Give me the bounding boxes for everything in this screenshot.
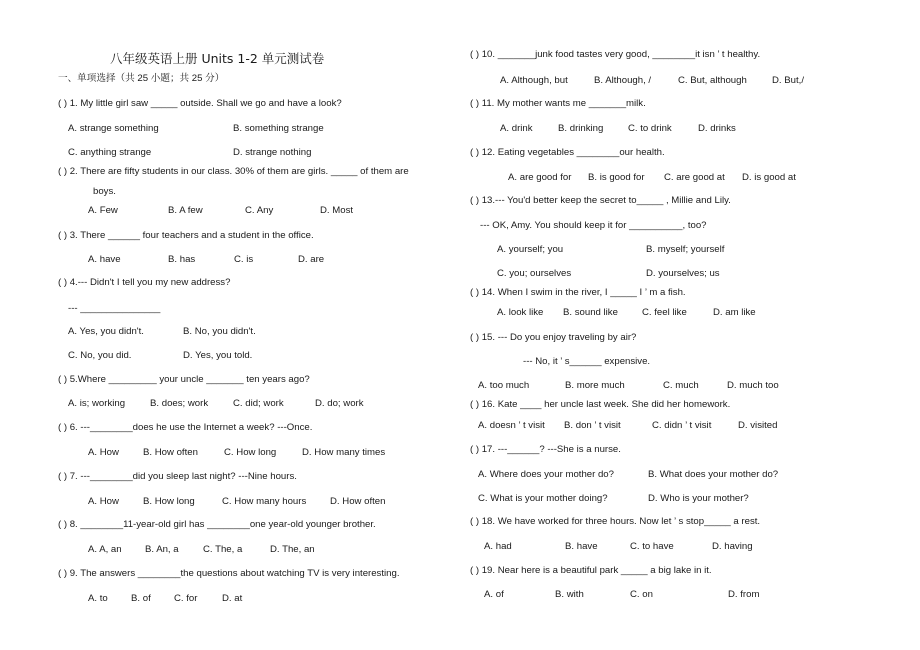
question-10-stem: ( ) 10. _______junk food tastes very good, ________it isn ’ t healthy. bbox=[470, 49, 761, 60]
q4-option-c[interactable]: C. No, you did. bbox=[68, 350, 132, 361]
q4-option-d[interactable]: D. Yes, you told. bbox=[183, 350, 253, 361]
q3-option-a[interactable]: A. have bbox=[88, 254, 121, 265]
section-heading: 一、单项选择（共 25 小题；共 25 分） bbox=[58, 73, 225, 84]
q8-option-a[interactable]: A. A, an bbox=[88, 544, 122, 555]
q18-option-b[interactable]: B. have bbox=[565, 541, 598, 552]
q11-option-a[interactable]: A. drink bbox=[500, 123, 533, 134]
question-13-stem-cont: --- OK, Amy. You should keep it for __________, too? bbox=[480, 220, 707, 231]
q16-option-c[interactable]: C. didn ’ t visit bbox=[652, 420, 712, 431]
q15-option-b[interactable]: B. more much bbox=[565, 380, 625, 391]
q16-option-b[interactable]: B. don ’ t visit bbox=[564, 420, 621, 431]
q9-option-c[interactable]: C. for bbox=[174, 593, 198, 604]
q18-option-d[interactable]: D. having bbox=[712, 541, 753, 552]
q1-option-d[interactable]: D. strange nothing bbox=[233, 147, 312, 158]
q15-option-c[interactable]: C. much bbox=[663, 380, 699, 391]
q2-option-b[interactable]: B. A few bbox=[168, 205, 203, 216]
q19-option-c[interactable]: C. on bbox=[630, 589, 653, 600]
question-16-stem: ( ) 16. Kate ____ her uncle last week. She did her homework. bbox=[470, 399, 731, 410]
question-9-stem: ( ) 9. The answers ________the questions about watching TV is very interesting. bbox=[58, 568, 400, 579]
q15-option-a[interactable]: A. too much bbox=[478, 380, 530, 391]
q4-option-a[interactable]: A. Yes, you didn't. bbox=[68, 326, 144, 337]
q8-option-d[interactable]: D. The, an bbox=[270, 544, 315, 555]
q13-option-d[interactable]: D. yourselves; us bbox=[646, 268, 720, 279]
question-11-stem: ( ) 11. My mother wants me _______milk. bbox=[470, 98, 646, 109]
q10-option-b[interactable]: B. Although, / bbox=[594, 75, 652, 86]
question-14-stem: ( ) 14. When I swim in the river, I _____ I ’ m a fish. bbox=[470, 287, 686, 298]
q8-option-b[interactable]: B. An, a bbox=[145, 544, 179, 555]
q14-option-c[interactable]: C. feel like bbox=[642, 307, 687, 318]
q2-option-c[interactable]: C. Any bbox=[245, 205, 274, 216]
q18-option-a[interactable]: A. had bbox=[484, 541, 512, 552]
q5-option-c[interactable]: C. did; work bbox=[233, 398, 284, 409]
q7-option-d[interactable]: D. How often bbox=[330, 496, 386, 507]
q17-option-a[interactable]: A. Where does your mother do? bbox=[478, 469, 614, 480]
question-12-stem: ( ) 12. Eating vegetables ________our health. bbox=[470, 147, 665, 158]
q6-option-d[interactable]: D. How many times bbox=[302, 447, 386, 458]
question-2-stem: ( ) 2. There are fifty students in our class. 30% of them are girls. _____ of them are bbox=[58, 166, 409, 177]
q17-option-c[interactable]: C. What is your mother doing? bbox=[478, 493, 608, 504]
q12-option-d[interactable]: D. is good at bbox=[742, 172, 796, 183]
q10-option-a[interactable]: A. Although, but bbox=[500, 75, 568, 86]
q16-option-a[interactable]: A. doesn ’ t visit bbox=[478, 420, 545, 431]
q4-option-b[interactable]: B. No, you didn't. bbox=[183, 326, 256, 337]
question-3-stem: ( ) 3. There ______ four teachers and a student in the office. bbox=[58, 230, 314, 241]
q3-option-c[interactable]: C. is bbox=[234, 254, 254, 265]
q9-option-a[interactable]: A. to bbox=[88, 593, 108, 604]
q5-option-d[interactable]: D. do; work bbox=[315, 398, 364, 409]
q1-option-b[interactable]: B. something strange bbox=[233, 123, 324, 134]
q11-option-c[interactable]: C. to drink bbox=[628, 123, 672, 134]
q12-option-c[interactable]: C. are good at bbox=[664, 172, 725, 183]
q10-option-d[interactable]: D. But,/ bbox=[772, 75, 804, 86]
q2-option-a[interactable]: A. Few bbox=[88, 205, 118, 216]
q17-option-b[interactable]: B. What does your mother do? bbox=[648, 469, 779, 480]
q10-option-c[interactable]: C. But, although bbox=[678, 75, 747, 86]
q13-option-c[interactable]: C. you; ourselves bbox=[497, 268, 572, 279]
q6-option-b[interactable]: B. How often bbox=[143, 447, 198, 458]
q14-option-b[interactable]: B. sound like bbox=[563, 307, 618, 318]
q3-option-d[interactable]: D. are bbox=[298, 254, 325, 265]
q8-option-c[interactable]: C. The, a bbox=[203, 544, 243, 555]
q1-option-c[interactable]: C. anything strange bbox=[68, 147, 152, 158]
question-5-stem: ( ) 5.Where _________ your uncle _______ ten years ago? bbox=[58, 374, 310, 385]
q6-option-a[interactable]: A. How bbox=[88, 447, 119, 458]
q5-option-b[interactable]: B. does; work bbox=[150, 398, 209, 409]
q19-option-d[interactable]: D. from bbox=[728, 589, 760, 600]
question-17-stem: ( ) 17. ---______? ---She is a nurse. bbox=[470, 444, 621, 455]
q5-option-a[interactable]: A. is; working bbox=[68, 398, 126, 409]
question-4-stem-cont: --- _______________ bbox=[68, 303, 161, 314]
q9-option-d[interactable]: D. at bbox=[222, 593, 243, 604]
q12-option-a[interactable]: A. are good for bbox=[508, 172, 572, 183]
q12-option-b[interactable]: B. is good for bbox=[588, 172, 645, 183]
question-2-stem-cont: boys. bbox=[93, 186, 116, 197]
question-15-stem: ( ) 15. --- Do you enjoy traveling by air? bbox=[470, 332, 637, 343]
question-15-stem-cont: --- No, it ’ s______ expensive. bbox=[523, 356, 651, 367]
page-title: 八年级英语上册 Units 1-2 单元测试卷 bbox=[110, 51, 325, 66]
q1-option-a[interactable]: A. strange something bbox=[68, 123, 159, 134]
q18-option-c[interactable]: C. to have bbox=[630, 541, 674, 552]
q9-option-b[interactable]: B. of bbox=[131, 593, 151, 604]
q15-option-d[interactable]: D. much too bbox=[727, 380, 779, 391]
q13-option-a[interactable]: A. yourself; you bbox=[497, 244, 564, 255]
question-13-stem: ( ) 13.--- You'd better keep the secret to_____ , Millie and Lily. bbox=[470, 195, 731, 206]
q16-option-d[interactable]: D. visited bbox=[738, 420, 778, 431]
q7-option-b[interactable]: B. How long bbox=[143, 496, 195, 507]
q7-option-a[interactable]: A. How bbox=[88, 496, 119, 507]
q3-option-b[interactable]: B. has bbox=[168, 254, 196, 265]
q17-option-d[interactable]: D. Who is your mother? bbox=[648, 493, 749, 504]
question-1-stem: ( ) 1. My little girl saw _____ outside. Shall we go and have a look? bbox=[58, 98, 342, 109]
q14-option-d[interactable]: D. am like bbox=[713, 307, 756, 318]
question-7-stem: ( ) 7. ---________did you sleep last night? ---Nine hours. bbox=[58, 471, 297, 482]
q19-option-b[interactable]: B. with bbox=[555, 589, 584, 600]
q11-option-d[interactable]: D. drinks bbox=[698, 123, 736, 134]
q19-option-a[interactable]: A. of bbox=[484, 589, 504, 600]
q13-option-b[interactable]: B. myself; yourself bbox=[646, 244, 725, 255]
question-4-stem: ( ) 4.--- Didn't I tell you my new address? bbox=[58, 277, 231, 288]
q6-option-c[interactable]: C. How long bbox=[224, 447, 277, 458]
q7-option-c[interactable]: C. How many hours bbox=[222, 496, 307, 507]
q11-option-b[interactable]: B. drinking bbox=[558, 123, 604, 134]
question-8-stem: ( ) 8. ________11-year-old girl has ________one year-old younger brother. bbox=[58, 519, 376, 530]
question-19-stem: ( ) 19. Near here is a beautiful park _____ a big lake in it. bbox=[470, 565, 712, 576]
q2-option-d[interactable]: D. Most bbox=[320, 205, 354, 216]
question-6-stem: ( ) 6. ---________does he use the Internet a week? ---Once. bbox=[58, 422, 313, 433]
question-18-stem: ( ) 18. We have worked for three hours. Now let ’ s stop_____ a rest. bbox=[470, 516, 761, 527]
q14-option-a[interactable]: A. look like bbox=[497, 307, 544, 318]
